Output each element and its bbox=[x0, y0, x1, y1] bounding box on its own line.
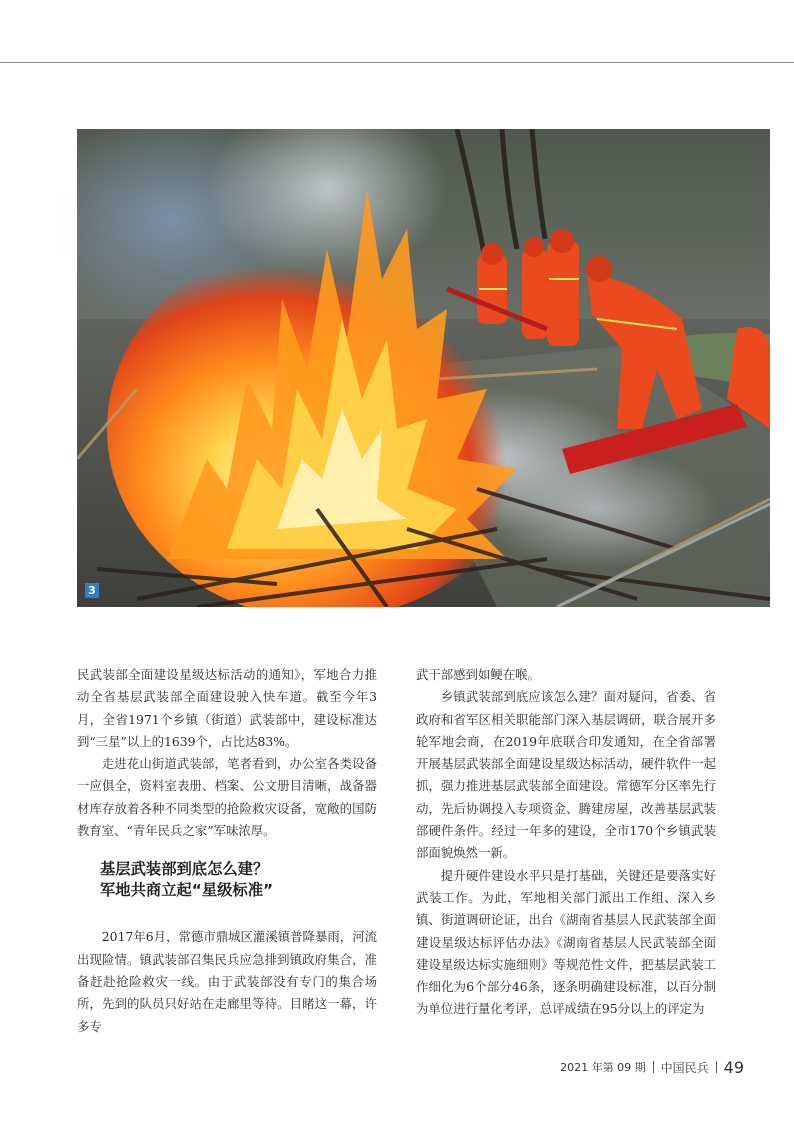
section-heading-line-1: 基层武装部到底怎么建？ bbox=[100, 860, 269, 879]
footer-divider bbox=[653, 1061, 654, 1073]
header-rule bbox=[0, 62, 794, 63]
footer-divider bbox=[716, 1061, 717, 1073]
page-number: 49 bbox=[723, 1057, 744, 1077]
left-paragraph-2: 走进花山街道武装部，笔者看到，办公室各类设备一应俱全，资料室表册、档案、公文册目清晰，战备器材库存放着各种不同类型的抢险救灾设备，宽敞的国防教育室、“青年民兵之家”军味浓厚。 bbox=[77, 756, 377, 839]
right-column bbox=[416, 664, 716, 1021]
article-photo bbox=[77, 129, 770, 607]
section-heading-line-2: 军地共商立起“星级标准” bbox=[100, 881, 274, 900]
firefighting-photo bbox=[77, 129, 770, 607]
magazine-name: 中国民兵 bbox=[660, 1060, 709, 1075]
right-paragraph-1: 武干部感到如鲠在喉。 bbox=[416, 667, 540, 682]
photo-number-badge: 3 bbox=[85, 583, 99, 598]
right-paragraph-3: 提升硬件建设水平只是打基础，关键还是要落实好武装工作。为此，军地相关部门派出工作组、深入乡镇、街道调研论证，出台《湖南省基层人民武装部全面建设星级达标评估办法》《湖南省基层人民武装部全面建设星级达标实施细则》等规范性文件，把基层武装工作细化为6个部分46条，逐条明确建设标准，以百分制为单位进行量化考评，总评成绩在95分以上的评定为 bbox=[416, 867, 716, 1017]
left-paragraph-3: 2017年6月，常德市鼎城区灌溪镇普降暴雨，河流出现险情。镇武装部召集民兵应急排到镇政府集合，准备赶赴抢险救灾一线。由于武装部没有专门的集合场所，先到的队员只好站在走廊里等待。目睹这一幕，许多专 bbox=[77, 929, 377, 1034]
issue-label: 2021 年第 09 期 bbox=[560, 1061, 646, 1074]
section-heading bbox=[77, 859, 377, 901]
page-footer bbox=[560, 1058, 744, 1076]
right-paragraph-2: 乡镇武装部到底应该怎么建？面对疑问，省委、省政府和省军区相关职能部门深入基层调研，联合展开多轮军地会商，在2019年底联合印发通知，在全省部署开展基层武装部全面建设星级达标活动，硬件软件一起抓，强力推进基层武装部全面建设。常德军分区率先行动，先后协调投入专项资金、腾建房屋，改善基层武装部硬件条件。经过一年多的建设，全市170个乡镇武装部面貌焕然一新。 bbox=[416, 689, 716, 861]
left-paragraph-1: 民武装部全面建设星级达标活动的通知》，军地合力推动全省基层武装部全面建设驶入快车道。截至今年3月，全省1971个乡镇（街道）武装部中，建设标准达到“三星”以上的1639个，占比达83%。 bbox=[77, 667, 377, 749]
left-column bbox=[77, 664, 377, 1038]
